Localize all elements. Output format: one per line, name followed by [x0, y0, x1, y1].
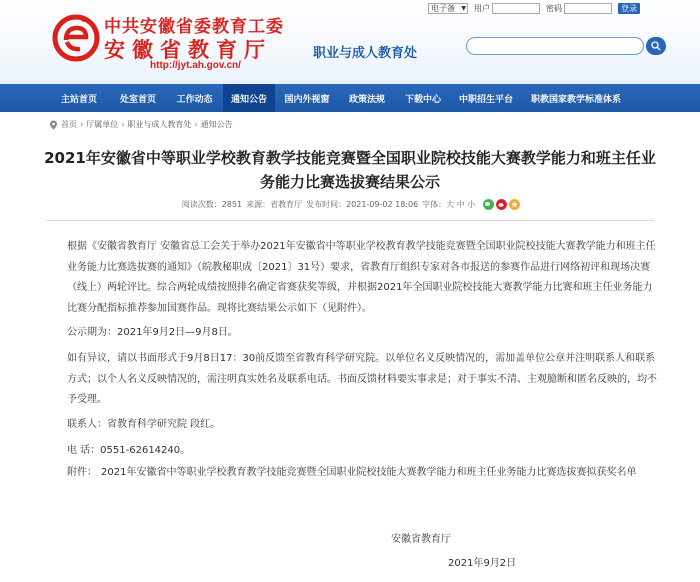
- contact-phone: 电 话：0551-62614240。: [67, 445, 191, 456]
- dept-name: 安徽省教育厅: [104, 38, 272, 62]
- site-header: [0, 0, 700, 84]
- body-paragraph-1: 根据《安徽省教育厅 安徽省总工会关于举办2021年安徽省中等职业学校教育教学技能竞赛暨全国职业院校技能大赛教学能力和班主任业务能力比赛选拔赛的通知》（皖教秘职成〔2021〕31号）要求，省教育厅组织专家对各市报送的参赛作品进行网络初评和现场决赛（线上）两轮评比。综合两轮成绩按照排名确定省赛获奖等级，并根据2021年全国职业院校技能大赛教学能力比赛和班主任业务能力比赛分配指标推荐参加国赛作品。现将比赛结果公示如下（见附件）。: [67, 241, 656, 314]
- main-nav: [0, 84, 700, 112]
- nav-item-work-news[interactable]: 工作动态: [176, 94, 213, 105]
- article-meta: [0, 199, 700, 210]
- wechat-share-icon[interactable]: [483, 199, 494, 210]
- view-count: 阅读次数：2851: [181, 200, 243, 209]
- attachment-label: 附件：: [67, 467, 97, 478]
- weibo-share-icon[interactable]: [496, 199, 507, 210]
- username-input[interactable]: [492, 3, 540, 14]
- nav-item-enrollment[interactable]: 中职招生平台: [458, 94, 513, 105]
- breadcrumb-units[interactable]: 厅属单位: [86, 120, 119, 129]
- qzone-share-icon[interactable]: [509, 199, 520, 210]
- body-paragraph-3: 如有异议，请以书面形式于9月8日17：30前反馈至省教育科学研究院。以单位名义反映情况的，需加盖单位公章并注明联系人和联系方式；以个人名义反映情况的，需注明真实姓名及联系电话。书面反馈材料要实事求是；对于事实不清、主观臆断和匿名反映的，均不予受理。: [67, 353, 657, 405]
- user-label: 用户: [474, 3, 490, 13]
- nav-item-world-window[interactable]: 国内外视窗: [284, 94, 330, 105]
- search-input[interactable]: [466, 37, 644, 55]
- sign-date: 2021年9月2日: [448, 558, 517, 569]
- nav-item-policies[interactable]: 政策法规: [348, 94, 385, 105]
- breadcrumb-separator: ›: [121, 120, 125, 129]
- page-title: 2021年安徽省中等职业学校教育教学技能竞赛暨全国职业院校技能大赛教学能力和班主任业务能力比赛选拔赛结果公示: [44, 149, 656, 191]
- mail-type-select[interactable]: [428, 3, 468, 14]
- breadcrumb-separator: ›: [80, 120, 84, 129]
- breadcrumb: [49, 119, 233, 130]
- attachment-link[interactable]: 2021年安徽省中等职业学校教育教学技能竞赛暨全国职业院校技能大赛教学能力和班主任业务能力比赛选拔赛拟获奖名单: [101, 467, 637, 478]
- mail-type-value: 电子备: [431, 3, 455, 13]
- nav-item-main-home[interactable]: 主站首页: [60, 94, 97, 105]
- nav-item-downloads[interactable]: 下载中心: [404, 94, 441, 105]
- publish-date: 发布时间：2021-09-02 18:06: [306, 200, 419, 209]
- breadcrumb-home[interactable]: 首页: [61, 120, 77, 129]
- location-pin-icon: [49, 120, 58, 130]
- breadcrumb-separator: ›: [194, 120, 198, 129]
- password-label: 密码: [546, 3, 562, 13]
- breadcrumb-notices[interactable]: 通知公告: [200, 120, 233, 129]
- nav-item-dept-home[interactable]: 处室首页: [119, 94, 156, 105]
- login-button[interactable]: 登录: [618, 3, 640, 14]
- sub-site-name: 职业与成人教育处: [313, 46, 418, 61]
- nav-item-notices[interactable]: 通知公告: [223, 84, 275, 112]
- breadcrumb-dept[interactable]: 职业与成人教育处: [127, 120, 192, 129]
- login-bar: [428, 2, 640, 14]
- font-size-switch[interactable]: 字体：大 中 小: [422, 200, 476, 209]
- chevron-down-icon: ▼: [461, 4, 466, 12]
- password-input[interactable]: [564, 3, 612, 14]
- share-icons: [481, 199, 520, 210]
- article-source: 来源：省教育厅: [246, 200, 303, 209]
- nav-item-standards[interactable]: 职教国家教学标准体系: [530, 94, 621, 105]
- title-divider: [46, 220, 654, 221]
- education-logo-icon: [52, 14, 100, 62]
- org-name: 中共安徽省委教育工委: [104, 17, 284, 37]
- search-icon: [651, 41, 661, 51]
- body-paragraph-2: 公示期为：2021年9月2日—9月8日。: [67, 327, 238, 338]
- signature: 安徽省教育厅: [391, 534, 451, 545]
- search-button[interactable]: [646, 37, 666, 55]
- site-url: http://jyt.ah.gov.cn/: [150, 60, 241, 71]
- contact-person: 联系人：省教育科学研究院 段红。: [67, 419, 221, 430]
